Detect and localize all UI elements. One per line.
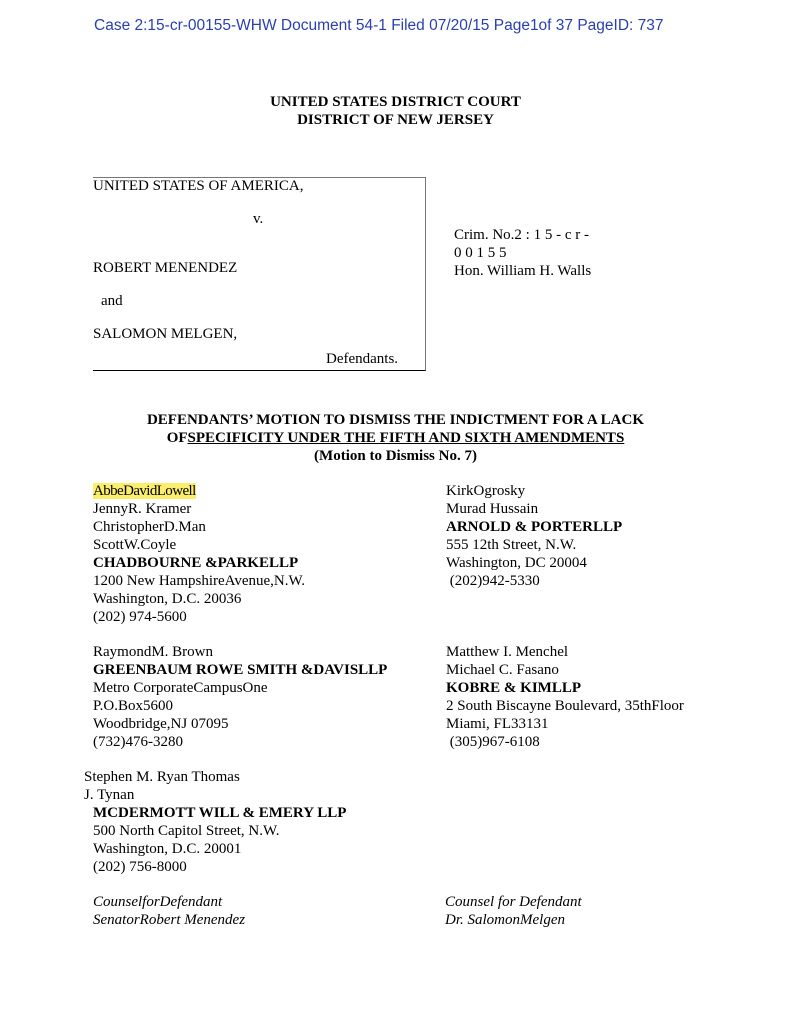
plaintiff-name: UNITED STATES OF AMERICA, bbox=[93, 178, 304, 194]
case-caption-box bbox=[93, 177, 426, 371]
crim-number-line1: Crim. No.2 : 1 5 - c r - bbox=[454, 227, 589, 243]
attorney-name: RaymondM. Brown bbox=[93, 644, 213, 660]
firm-phone: (305)967-6108 bbox=[446, 734, 540, 750]
attorney-name: ScottW.Coyle bbox=[93, 537, 177, 553]
case-header: Case 2:15-cr-00155-WHW Document 54-1 Filed 07/20/15 Page1of 37 PageID: 737 bbox=[94, 17, 664, 34]
counsel-for-melgen bbox=[445, 893, 582, 929]
counsel-block-mcdermott bbox=[93, 804, 346, 876]
versus-label: v. bbox=[253, 211, 264, 227]
motion-title-underlined: SPECIFICITY UNDER THE FIFTH AND SIXTH AMENDMENTS bbox=[187, 430, 625, 446]
firm-name: MCDERMOTT WILL & EMERY LLP bbox=[93, 805, 347, 821]
firm-city: Washington, D.C. 20036 bbox=[93, 591, 242, 607]
counsel-block-mcdermott-names bbox=[84, 768, 240, 804]
attorney-name: Murad Hussain bbox=[446, 501, 539, 517]
attorney-name: ChristopherD.Man bbox=[93, 519, 206, 535]
motion-title-prefix: OF bbox=[166, 430, 188, 446]
crim-number-line2: 0 0 1 5 5 bbox=[454, 245, 507, 261]
counsel-block-chadbourne bbox=[93, 482, 305, 626]
counsel-for-label: CounselforDefendant bbox=[93, 894, 223, 910]
attorney-name: Stephen M. Ryan Thomas bbox=[84, 769, 240, 785]
firm-name: KOBRE & KIMLLP bbox=[446, 680, 582, 696]
case-number-block bbox=[454, 226, 591, 280]
counsel-block-greenbaum bbox=[93, 643, 387, 751]
attorney-name-highlighted: AbbeDavidLowell bbox=[93, 483, 196, 499]
firm-phone: (202) 756-8000 bbox=[93, 859, 187, 875]
and-label: and bbox=[101, 293, 123, 309]
client-name: SenatorRobert Menendez bbox=[93, 912, 246, 928]
firm-address: 555 12th Street, N.W. bbox=[446, 537, 577, 553]
counsel-block-arnold bbox=[446, 482, 622, 590]
attorney-name: Matthew I. Menchel bbox=[446, 644, 569, 660]
firm-address: 2 South Biscayne Boulevard, 35thFloor bbox=[446, 698, 684, 714]
judge-name: Hon. William H. Walls bbox=[454, 263, 592, 279]
motion-title-line2 bbox=[0, 429, 791, 447]
firm-name: CHADBOURNE &PARKELLP bbox=[93, 555, 299, 571]
firm-name: GREENBAUM ROWE SMITH &DAVISLLP bbox=[93, 662, 388, 678]
firm-phone: (732)476-3280 bbox=[93, 734, 183, 750]
firm-name: ARNOLD & PORTERLLP bbox=[446, 519, 623, 535]
court-district: DISTRICT OF NEW JERSEY bbox=[297, 112, 494, 128]
firm-city: Washington, DC 20004 bbox=[446, 555, 587, 571]
defendant-melgen: SALOMON MELGEN, bbox=[93, 326, 238, 342]
firm-city: Miami, FL33131 bbox=[446, 716, 549, 732]
firm-phone: (202)942-5330 bbox=[446, 573, 540, 589]
firm-city: Woodbridge,NJ 07095 bbox=[93, 716, 229, 732]
defendants-label: Defendants. bbox=[326, 351, 399, 367]
motion-title-line1: DEFENDANTS’ MOTION TO DISMISS THE INDICTMENT FOR A LACK bbox=[146, 412, 645, 428]
attorney-name: JennyR. Kramer bbox=[93, 501, 192, 517]
counsel-block-kobre bbox=[446, 643, 684, 751]
court-name: UNITED STATES DISTRICT COURT bbox=[270, 94, 521, 110]
defendant-menendez: ROBERT MENENDEZ bbox=[93, 260, 238, 276]
attorney-name: Michael C. Fasano bbox=[446, 662, 559, 678]
motion-number: (Motion to Dismiss No. 7) bbox=[314, 448, 477, 464]
counsel-for-label: Counsel for Defendant bbox=[445, 894, 582, 910]
firm-po-box: P.O.Box5600 bbox=[93, 698, 174, 714]
firm-phone: (202) 974-5600 bbox=[93, 609, 187, 625]
attorney-name: J. Tynan bbox=[84, 787, 135, 803]
firm-address: Metro CorporateCampusOne bbox=[93, 680, 268, 696]
counsel-for-menendez bbox=[93, 893, 245, 929]
firm-city: Washington, D.C. 20001 bbox=[93, 841, 242, 857]
client-name: Dr. SalomonMelgen bbox=[445, 912, 565, 928]
attorney-name: KirkOgrosky bbox=[446, 483, 526, 499]
firm-address: 500 North Capitol Street, N.W. bbox=[93, 823, 280, 839]
firm-address: 1200 New HampshireAvenue,N.W. bbox=[93, 573, 306, 589]
